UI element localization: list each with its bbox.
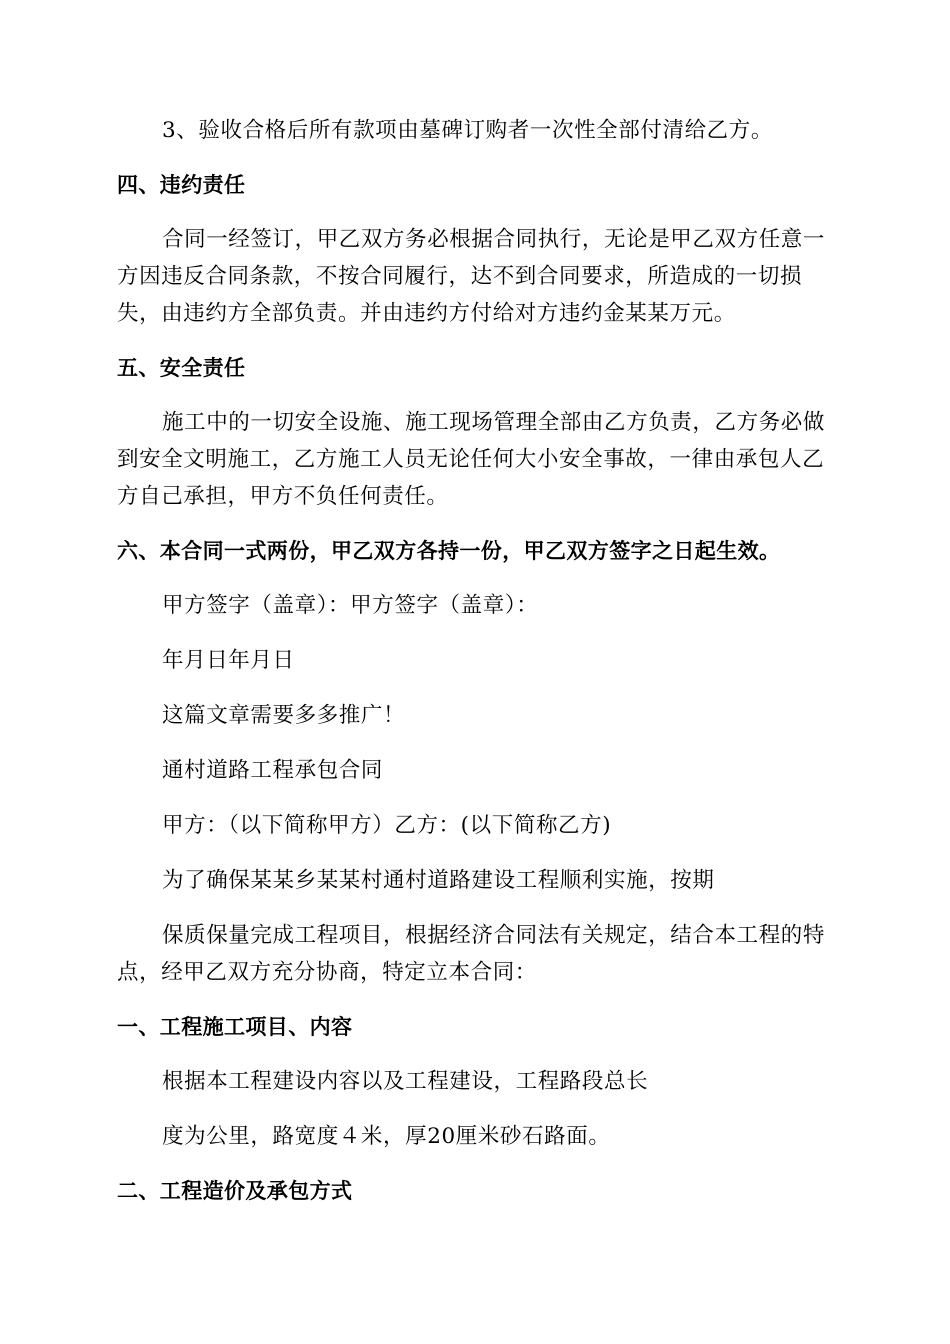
paragraph-parties: 甲方：（以下简称甲方）乙方：(以下简称乙方)	[162, 813, 612, 838]
paragraph-safety-responsibility: 施工中的一切安全设施、施工现场管理全部由乙方负责，乙方务必做到安全文明施工，乙方施工人员无论任何大小安全事故，一律由承包人乙方自己承担，甲方不负任何责任。	[117, 410, 826, 509]
paragraph-acceptance-payment: 3、验收合格后所有款项由墓碑订购者一次性全部付清给乙方。	[162, 118, 773, 143]
paragraph-purpose-line-1: 为了确保某某乡某某村通村道路建设工程顺利实施，按期	[162, 868, 715, 893]
paragraph-project-scope-2: 度为公里，路宽度４米，厚20厘米砂石路面。	[162, 1124, 611, 1149]
paragraph-purpose-line-2: 保质保量完成工程项目，根据经济合同法有关规定，结合本工程的特点，经甲乙双方充分协商，特定立本合同：	[117, 923, 826, 985]
heading-contract-copies: 六、本合同一式两份，甲乙双方各持一份，甲乙双方签字之日起生效。	[117, 539, 781, 563]
paragraph-breach-liability: 合同一经签订，甲乙双方务必根据合同执行，无论是甲乙双方任意一方因违反合同条款，不按合同履行，达不到合同要求，所造成的一切损失，由违约方全部负责。并由违约方付给对方违约金某某万元。	[117, 227, 826, 326]
paragraph-promotion-note: 这篇文章需要多多推广！	[162, 703, 406, 728]
heading-breach-liability: 四、违约责任	[117, 173, 246, 197]
heading-safety-responsibility: 五、安全责任	[117, 356, 246, 380]
paragraph-dates: 年月日年月日	[162, 648, 295, 673]
paragraph-project-scope-1: 根据本工程建设内容以及工程建设，工程路段总长	[162, 1069, 649, 1094]
heading-cost-and-contracting: 二、工程造价及承包方式	[117, 1179, 353, 1203]
document-body	[117, 112, 833, 1227]
heading-project-content: 一、工程施工项目、内容	[117, 1015, 353, 1039]
paragraph-signatures: 甲方签字（盖章）：甲方签字（盖章）：	[162, 593, 539, 618]
paragraph-contract-title: 通村道路工程承包合同	[162, 758, 384, 783]
